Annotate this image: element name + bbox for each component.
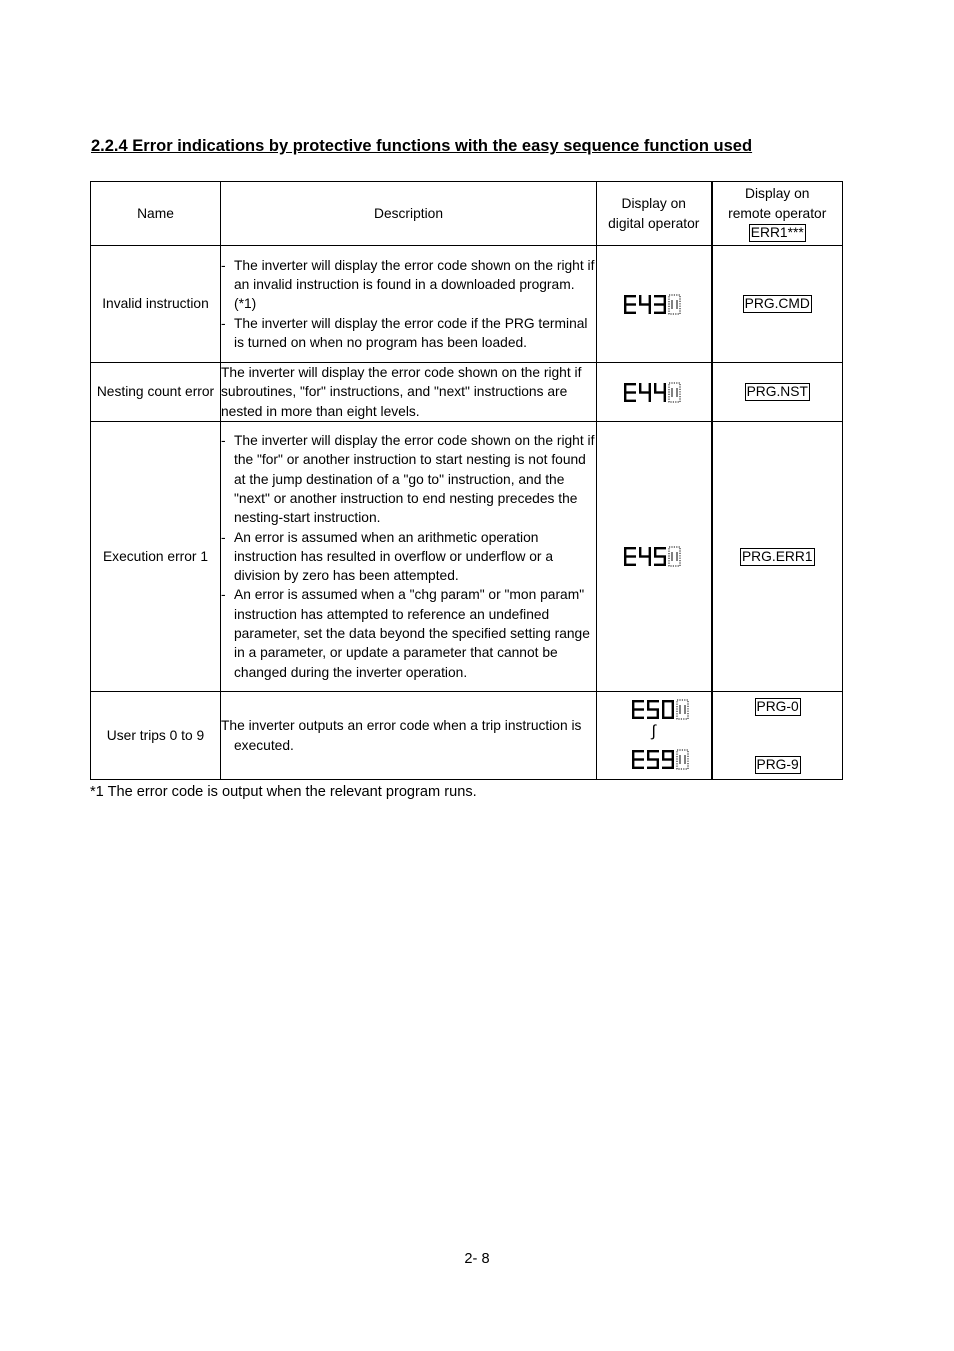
- seven-segment-display-icon: [631, 699, 693, 720]
- row-digital-display: [597, 363, 712, 422]
- seven-segment-display-icon: [623, 382, 685, 403]
- row-remote-display: [712, 692, 843, 780]
- row-remote-display: [712, 363, 843, 422]
- section-title: 2.2.4 Error indications by protective functions with the easy sequence function used: [91, 137, 753, 155]
- row-description: [221, 692, 597, 780]
- row-name: Execution error 1: [91, 422, 221, 692]
- header-remote-line2: remote operator: [728, 205, 827, 221]
- description-bullet: - The inverter will display the error code shown on the right if an invalid instruction is found in a downloaded program. (*1): [221, 256, 596, 314]
- row-digital-display: [597, 422, 712, 692]
- description-text: The inverter outputs an error code when a trip instruction is executed.: [221, 718, 582, 753]
- description-bullet: - An error is assumed when a "chg param" or "mon param" instruction has attempted to reference an undefined parameter, set the data beyond the specified setting range in a parameter, or update a parameter that cannot be changed during the inverter operation.: [221, 585, 596, 681]
- header-name: Name: [91, 182, 221, 246]
- seven-segment-display-icon: [623, 546, 685, 567]
- row-description: [221, 246, 597, 363]
- range-symbol: ∫: [651, 722, 656, 740]
- seven-segment-display-icon: [631, 749, 693, 770]
- row-digital-display: [597, 692, 712, 780]
- error-indications-table: [90, 181, 843, 780]
- remote-code: PRG-0: [756, 698, 799, 714]
- row-name: User trips 0 to 9: [91, 692, 221, 780]
- header-remote-line1: Display on: [745, 186, 810, 202]
- row-description: [221, 422, 597, 692]
- remote-code: PRG.NST: [746, 384, 808, 400]
- seven-segment-display-icon: [623, 294, 685, 315]
- row-name: Invalid instruction: [91, 246, 221, 363]
- table-row-execution-error-1: [91, 422, 843, 692]
- header-digital-operator: [597, 182, 712, 246]
- header-remote-operator: [712, 182, 843, 246]
- remote-code: PRG.CMD: [744, 296, 810, 312]
- description-text: The inverter will display the error code shown on the right if subroutines, "for" instructions, and "next" instructions are nested in more than eight levels.: [221, 365, 582, 419]
- footnote: *1 The error code is output when the relevant program runs.: [90, 784, 477, 800]
- header-description: Description: [221, 182, 597, 246]
- remote-code: PRG.ERR1: [741, 548, 813, 564]
- row-description: [221, 363, 597, 422]
- table-row-user-trips: [91, 692, 843, 780]
- table-row-invalid-instruction: [91, 246, 843, 363]
- header-digital-line2: digital operator: [608, 215, 700, 231]
- row-remote-display: [712, 246, 843, 363]
- row-remote-display: [712, 422, 843, 692]
- table-header-row: [91, 182, 843, 246]
- description-bullet: - An error is assumed when an arithmetic operation instruction has resulted in overflow or underflow or a division by zero has been attempted.: [221, 528, 596, 586]
- header-remote-code: ERR1***: [750, 225, 804, 241]
- description-bullet: - The inverter will display the error code if the PRG terminal is turned on when no program has been loaded.: [221, 314, 596, 353]
- page-number: 2- 8: [464, 1251, 490, 1267]
- row-name: Nesting count error: [91, 363, 221, 422]
- header-digital-line1: Display on: [621, 196, 686, 212]
- table-row-nesting-count-error: [91, 363, 843, 422]
- row-digital-display: [597, 246, 712, 363]
- description-bullet: - The inverter will display the error code shown on the right if the "for" or another instruction to start nesting is not found at the jump destination of a "go to" instruction, and the "next" or another instruction to end nesting precedes the nesting-start instruction.: [221, 431, 596, 527]
- remote-code: PRG-9: [756, 756, 799, 772]
